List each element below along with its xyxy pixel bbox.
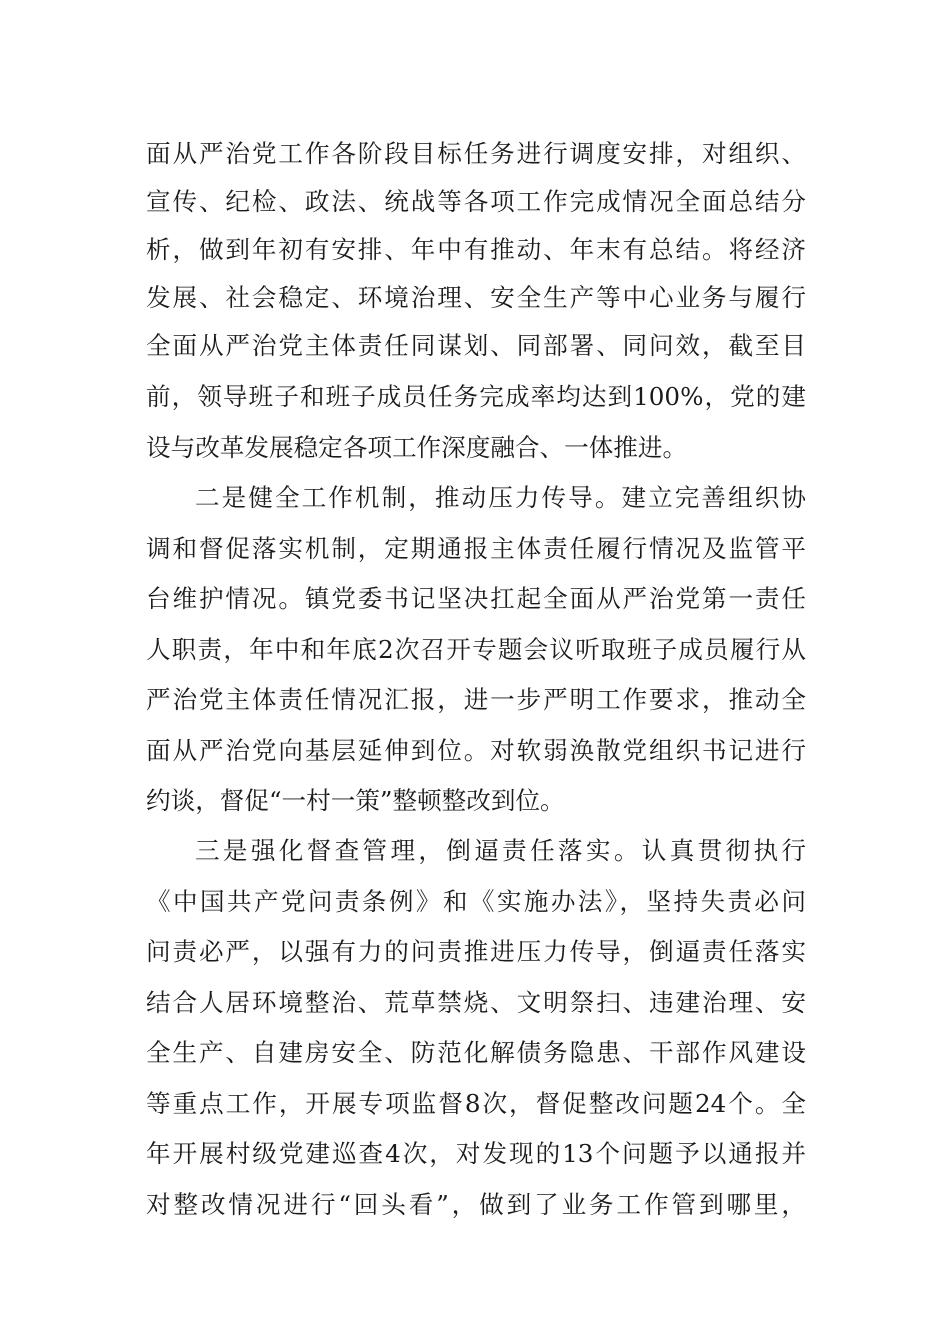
- text-line: 发展、社会稳定、环境治理、安全生产等中心业务与履行: [146, 283, 806, 312]
- text-line: 全生产、自建房安全、防范化解债务隐患、干部作风建设: [146, 1038, 806, 1067]
- text-line: 台维护情况。镇党委书记坚决扛起全面从严治党第一责任: [146, 584, 806, 613]
- text-line: 前，领导班子和班子成员任务完成率均达到100%，党的建: [146, 382, 806, 411]
- text-line: 问责必严，以强有力的问责推进压力传导，倒逼责任落实: [146, 937, 806, 966]
- paragraph-start-line: 三是强化督查管理，倒逼责任落实。认真贯彻执行: [195, 836, 806, 865]
- paragraph-start-line: 二是健全工作机制，推动压力传导。建立完善组织协: [195, 483, 806, 512]
- text-line: 全面从严治党主体责任同谋划、同部署、同问效，截至目: [146, 331, 806, 360]
- text-line: 约谈，督促“一村一策”整顿整改到位。: [146, 786, 565, 815]
- text-line: 严治党主体责任情况汇报，进一步严明工作要求，推动全: [146, 685, 806, 714]
- text-line: 《中国共产党问责条例》和《实施办法》，坚持失责必问: [146, 887, 806, 916]
- text-line: 人职责，年中和年底2次召开专题会议听取班子成员履行从: [146, 635, 806, 664]
- text-line: 等重点工作，开展专项监督8次，督促整改问题24个。全: [146, 1089, 806, 1118]
- text-line: 析，做到年初有安排、年中有推动、年末有总结。将经济: [146, 235, 806, 264]
- text-line: 面从严治党工作各阶段目标任务进行调度安排，对组织、: [146, 139, 806, 168]
- text-line: 设与改革发展稳定各项工作深度融合、一体推进。: [146, 433, 688, 462]
- text-line: 调和督促落实机制，定期通报主体责任履行情况及监管平: [146, 534, 806, 563]
- text-line: 宣传、纪检、政法、统战等各项工作完成情况全面总结分: [146, 187, 806, 216]
- text-line: 年开展村级党建巡查4次，对发现的13个问题予以通报并: [146, 1139, 806, 1168]
- text-line: 结合人居环境整治、荒草禁烧、文明祭扫、违建治理、安: [146, 988, 806, 1017]
- text-line: 面从严治党向基层延伸到位。对软弱涣散党组织书记进行: [146, 736, 806, 765]
- text-line: 对整改情况进行“回头看”，做到了业务工作管到哪里，: [146, 1190, 806, 1219]
